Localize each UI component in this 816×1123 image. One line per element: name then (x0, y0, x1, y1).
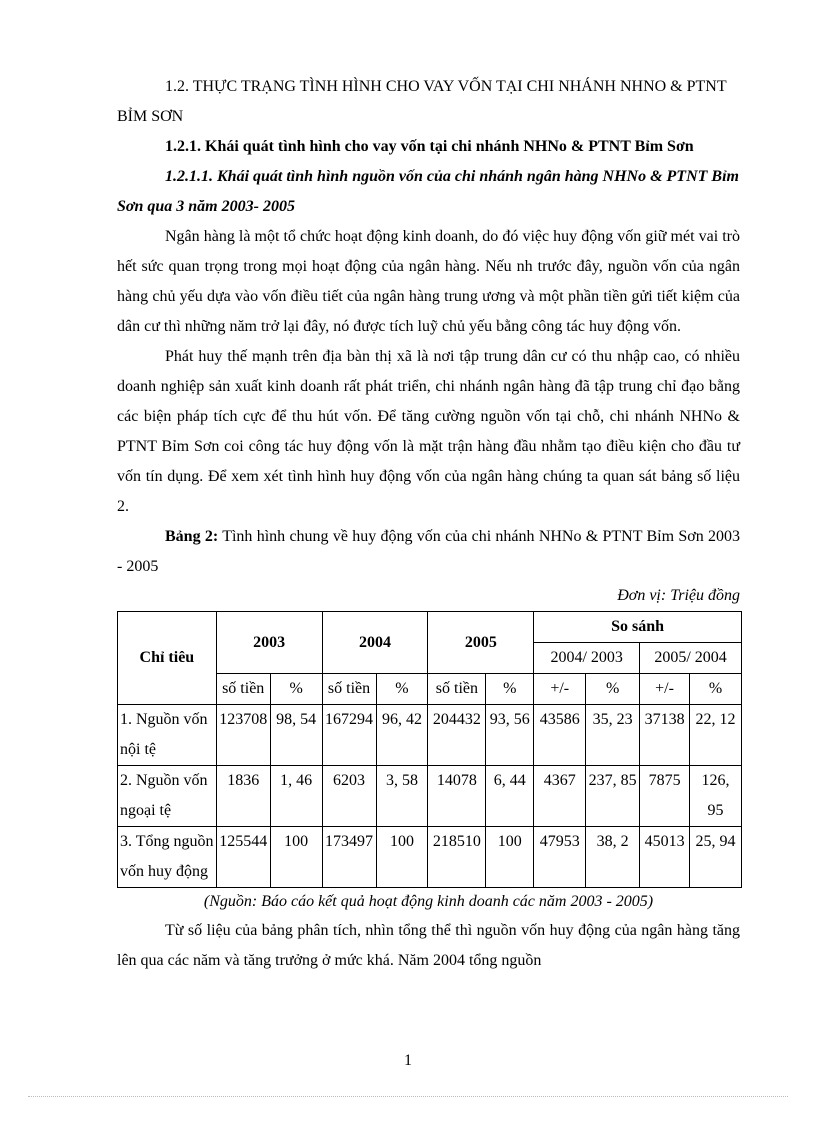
table-row (118, 766, 742, 827)
cell: 35, 23 (586, 705, 640, 766)
page-number: 1 (404, 1052, 412, 1069)
cell: 45013 (640, 827, 690, 888)
cell: 100 (270, 827, 322, 888)
header-cmp-2005-2004: 2005/ 2004 (640, 643, 742, 674)
paragraph-1: Ngân hàng là một tổ chức hoạt động kinh doanh, do đó việc huy động vốn giữ mét vai trò hết sức quan trọng trong mọi hoạt động của ngân hàng. Nếu nh trước đây, nguồn vốn của ngân hàng chủ yếu dựa vào vốn điều tiết của ngân hàng trung ương và một phần tiền gửi tiết kiệm của dân cư thì những năm trở lại đây, nó được tích luỹ chủ yếu bằng công tác huy động vốn. (117, 228, 740, 335)
paragraph-2: Phát huy thế mạnh trên địa bàn thị xã là nơi tập trung dân cư có thu nhập cao, có nhiều doanh nghiệp sản xuất kinh doanh rất phát triển, chi nhánh ngân hàng đã tập trung chỉ đạo bằng các biện pháp tích cực để thu hút vốn. Để tăng cường nguồn vốn tại chỗ, chi nhánh NHNo & PTNT Bỉm Sơn coi công tác huy động vốn là mặt trận hàng đầu nhằm tạo điều kiện cho đầu tư vốn tín dụng. Để xem xét tình hình huy động vốn của ngân hàng chúng ta quan sát bảng số liệu 2. (117, 348, 740, 515)
sub-pct: % (586, 674, 640, 705)
cell: 22, 12 (690, 705, 742, 766)
cell: 100 (486, 827, 534, 888)
table-row (118, 827, 742, 888)
header-2005: 2005 (428, 612, 534, 674)
subsection-heading: 1.2.1. Khái quát tình hình cho vay vốn tại chi nhánh NHNo & PTNT Bỉm Sơn (165, 138, 694, 155)
cell: 4367 (534, 766, 586, 827)
cell: 37138 (640, 705, 690, 766)
unit-label: Đơn vị: Triệu đồng (617, 587, 740, 604)
table-caption-text: Tình hình chung về huy động vốn của chi nhánh NHNo & PTNT Bỉm Sơn 2003 - 2005 (117, 528, 741, 575)
sub-money: số tiền (322, 674, 376, 705)
header-indicator: Chỉ tiêu (118, 612, 217, 705)
cell: 98, 54 (270, 705, 322, 766)
table-caption (117, 522, 740, 582)
cell: 1, 46 (270, 766, 322, 827)
cell: 93, 56 (486, 705, 534, 766)
cell: 25, 94 (690, 827, 742, 888)
subsubsection-heading: 1.2.1.1. Khái quát tình hình nguồn vốn của chi nhánh ngân hàng NHNo & PTNT Bỉm Sơn qua 3 năm 2003- 2005 (117, 168, 739, 215)
cell: 47953 (534, 827, 586, 888)
sub-pct: % (376, 674, 428, 705)
header-2003: 2003 (216, 612, 322, 674)
sub-money: số tiền (216, 674, 270, 705)
sub-money: số tiền (428, 674, 486, 705)
cell: 173497 (322, 827, 376, 888)
cell: 43586 (534, 705, 586, 766)
cell: 7875 (640, 766, 690, 827)
sub-diff: +/- (534, 674, 586, 705)
table-caption-label: Bảng 2: (165, 528, 219, 545)
cell: 204432 (428, 705, 486, 766)
sub-diff: +/- (640, 674, 690, 705)
cell: 100 (376, 827, 428, 888)
cell: 6, 44 (486, 766, 534, 827)
cell: 38, 2 (586, 827, 640, 888)
sub-pct: % (270, 674, 322, 705)
row-label: 2. Nguồn vốn ngoại tệ (118, 766, 217, 827)
header-2004: 2004 (322, 612, 428, 674)
cell: 96, 42 (376, 705, 428, 766)
cell: 1836 (216, 766, 270, 827)
page-footer-divider (28, 1096, 788, 1097)
cell: 14078 (428, 766, 486, 827)
table-source-note: (Nguồn: Báo cáo kết quả hoạt động kinh doanh các năm 2003 - 2005) (203, 893, 654, 910)
sub-pct: % (690, 674, 742, 705)
cell: 125544 (216, 827, 270, 888)
cell: 126, 95 (690, 766, 742, 827)
sub-pct: % (486, 674, 534, 705)
row-label: 1. Nguồn vốn nội tệ (118, 705, 217, 766)
paragraph-3: Từ số liệu của bảng phân tích, nhìn tổng thể thì nguồn vốn huy động của ngân hàng tăng lên qua các năm và tăng trưởng ở mức khá. Năm 2004 tổng nguồn (117, 922, 740, 969)
cell: 6203 (322, 766, 376, 827)
cell: 167294 (322, 705, 376, 766)
section-heading: 1.2. THỰC TRẠNG TÌNH HÌNH CHO VAY VỐN TẠI CHI NHÁNH NHNO & PTNT BỈM SƠN (117, 78, 727, 125)
table-row (118, 705, 742, 766)
cell: 218510 (428, 827, 486, 888)
header-compare: So sánh (534, 612, 742, 643)
cell: 123708 (216, 705, 270, 766)
header-cmp-2004-2003: 2004/ 2003 (534, 643, 640, 674)
document-page (117, 72, 740, 976)
row-label: 3. Tổng nguồn vốn huy động (118, 827, 217, 888)
cell: 237, 85 (586, 766, 640, 827)
data-table (117, 611, 742, 888)
cell: 3, 58 (376, 766, 428, 827)
